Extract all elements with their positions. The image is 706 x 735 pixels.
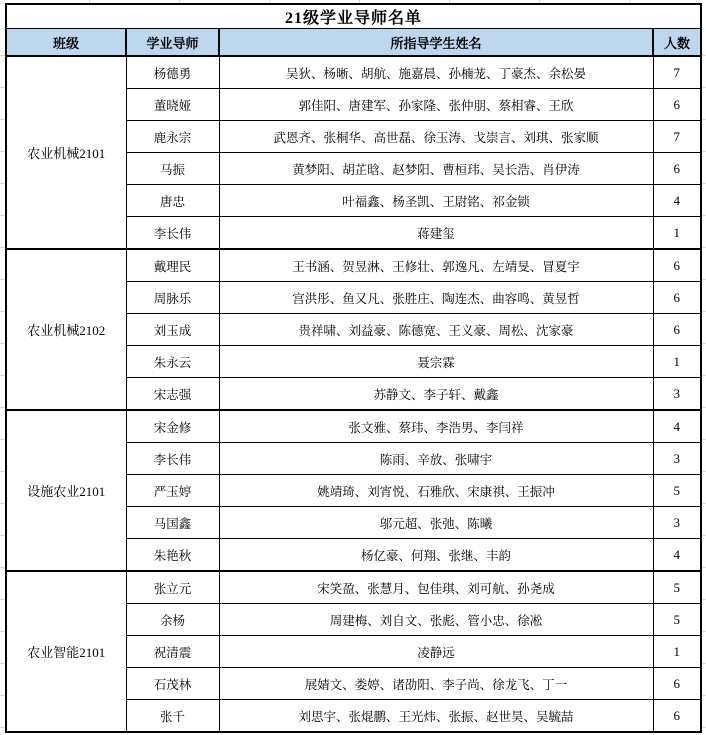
mentor-cell[interactable]: 马振 <box>126 153 219 185</box>
class-cell[interactable]: 设施农业2101 <box>6 410 126 571</box>
column-header-row <box>6 29 701 57</box>
mentor-cell[interactable]: 周脉乐 <box>126 282 219 314</box>
count-cell[interactable]: 3 <box>653 507 701 539</box>
students-cell[interactable]: 苏静文、李子轩、戴鑫 <box>219 378 653 411</box>
students-cell[interactable]: 宫洪彤、鱼又凡、张胜庄、陶连杰、曲容鸣、黄昱哲 <box>219 282 653 314</box>
count-cell[interactable]: 4 <box>653 410 701 443</box>
mentor-cell[interactable]: 李长伟 <box>126 443 219 475</box>
count-cell[interactable]: 3 <box>653 443 701 475</box>
students-cell[interactable]: 宋笑盈、张慧月、包佳琪、刘可航、孙尧成 <box>219 571 653 604</box>
mentor-cell[interactable]: 宋金修 <box>126 410 219 443</box>
table-title-cell[interactable]: 21级学业导师名单 <box>6 4 701 29</box>
count-cell[interactable]: 6 <box>653 314 701 346</box>
mentor-cell[interactable]: 杨德勇 <box>126 56 219 89</box>
count-cell[interactable]: 6 <box>653 249 701 282</box>
count-cell[interactable]: 7 <box>653 121 701 153</box>
students-cell[interactable]: 黄梦阳、胡芷晗、赵梦阳、曹桓玮、吴长浩、肖伊涛 <box>219 153 653 185</box>
count-cell[interactable]: 6 <box>653 89 701 121</box>
mentor-cell[interactable]: 余杨 <box>126 604 219 636</box>
count-cell[interactable]: 5 <box>653 604 701 636</box>
count-cell[interactable]: 1 <box>653 217 701 250</box>
students-cell[interactable]: 张文雅、蔡玮、李浩男、李闫祥 <box>219 410 653 443</box>
mentor-cell[interactable]: 祝清震 <box>126 636 219 668</box>
mentor-roster-table <box>5 3 702 733</box>
students-cell[interactable]: 武恩齐、张桐华、高世磊、徐玉涛、戈崇言、刘琪、张家顺 <box>219 121 653 153</box>
table-row <box>6 249 701 282</box>
count-cell[interactable]: 6 <box>653 668 701 700</box>
mentor-cell[interactable]: 朱永云 <box>126 346 219 378</box>
mentor-cell[interactable]: 石茂林 <box>126 668 219 700</box>
column-header[interactable]: 班级 <box>6 29 126 57</box>
students-cell[interactable]: 聂宗霖 <box>219 346 653 378</box>
table-row <box>6 571 701 604</box>
students-cell[interactable]: 刘思宇、张焜鹏、王光炜、张振、赵世昊、吴毓喆 <box>219 700 653 733</box>
column-header[interactable]: 所指导学生姓名 <box>219 29 653 57</box>
students-cell[interactable]: 郭佳阳、唐建军、孙家隆、张仲朋、蔡相睿、王欣 <box>219 89 653 121</box>
class-cell[interactable]: 农业机械2102 <box>6 249 126 410</box>
students-cell[interactable]: 凌静远 <box>219 636 653 668</box>
mentor-cell[interactable]: 戴理民 <box>126 249 219 282</box>
count-cell[interactable]: 7 <box>653 56 701 89</box>
mentor-cell[interactable]: 刘玉成 <box>126 314 219 346</box>
mentor-cell[interactable]: 朱艳秋 <box>126 539 219 572</box>
mentor-cell[interactable]: 马国鑫 <box>126 507 219 539</box>
column-header[interactable]: 人数 <box>653 29 701 57</box>
students-cell[interactable]: 吴狄、杨晰、胡航、施嘉晨、孙楠茏、丁豪杰、余松晏 <box>219 56 653 89</box>
count-cell[interactable]: 6 <box>653 282 701 314</box>
mentor-cell[interactable]: 李长伟 <box>126 217 219 250</box>
students-cell[interactable]: 杨亿豪、何翔、张继、丰韵 <box>219 539 653 572</box>
mentor-cell[interactable]: 张立元 <box>126 571 219 604</box>
students-cell[interactable]: 叶福鑫、杨圣凯、王尉铭、祁金锁 <box>219 185 653 217</box>
mentor-cell[interactable]: 唐忠 <box>126 185 219 217</box>
class-cell[interactable]: 农业机械2101 <box>6 56 126 249</box>
mentor-cell[interactable]: 严玉婷 <box>126 475 219 507</box>
students-cell[interactable]: 王书涵、贺昱淋、王修壮、郭逸凡、左靖旻、冒夏宇 <box>219 249 653 282</box>
students-cell[interactable]: 蒋建玺 <box>219 217 653 250</box>
count-cell[interactable]: 6 <box>653 153 701 185</box>
count-cell[interactable]: 4 <box>653 539 701 572</box>
students-cell[interactable]: 陈雨、辛放、张啸宇 <box>219 443 653 475</box>
table-row <box>6 410 701 443</box>
count-cell[interactable]: 1 <box>653 636 701 668</box>
mentor-cell[interactable]: 鹿永宗 <box>126 121 219 153</box>
count-cell[interactable]: 5 <box>653 475 701 507</box>
table-row <box>6 56 701 89</box>
students-cell[interactable]: 姚靖琦、刘宵悦、石雅欣、宋康祺、王振冲 <box>219 475 653 507</box>
count-cell[interactable]: 3 <box>653 378 701 411</box>
title-row <box>6 4 701 29</box>
students-cell[interactable]: 展婧文、娄婷、诸劭阳、李子尚、徐龙飞、丁一 <box>219 668 653 700</box>
count-cell[interactable]: 6 <box>653 700 701 733</box>
mentor-cell[interactable]: 张千 <box>126 700 219 733</box>
class-cell[interactable]: 农业智能2101 <box>6 571 126 732</box>
mentor-cell[interactable]: 董晓娅 <box>126 89 219 121</box>
students-cell[interactable]: 邬元超、张弛、陈曦 <box>219 507 653 539</box>
count-cell[interactable]: 1 <box>653 346 701 378</box>
column-header[interactable]: 学业导师 <box>126 29 219 57</box>
mentor-cell[interactable]: 宋志强 <box>126 378 219 411</box>
count-cell[interactable]: 5 <box>653 571 701 604</box>
students-cell[interactable]: 贵祥啸、刘益豪、陈德宽、王义豪、周松、沈家豪 <box>219 314 653 346</box>
count-cell[interactable]: 4 <box>653 185 701 217</box>
students-cell[interactable]: 周建梅、刘自文、张彪、管小忠、徐凇 <box>219 604 653 636</box>
